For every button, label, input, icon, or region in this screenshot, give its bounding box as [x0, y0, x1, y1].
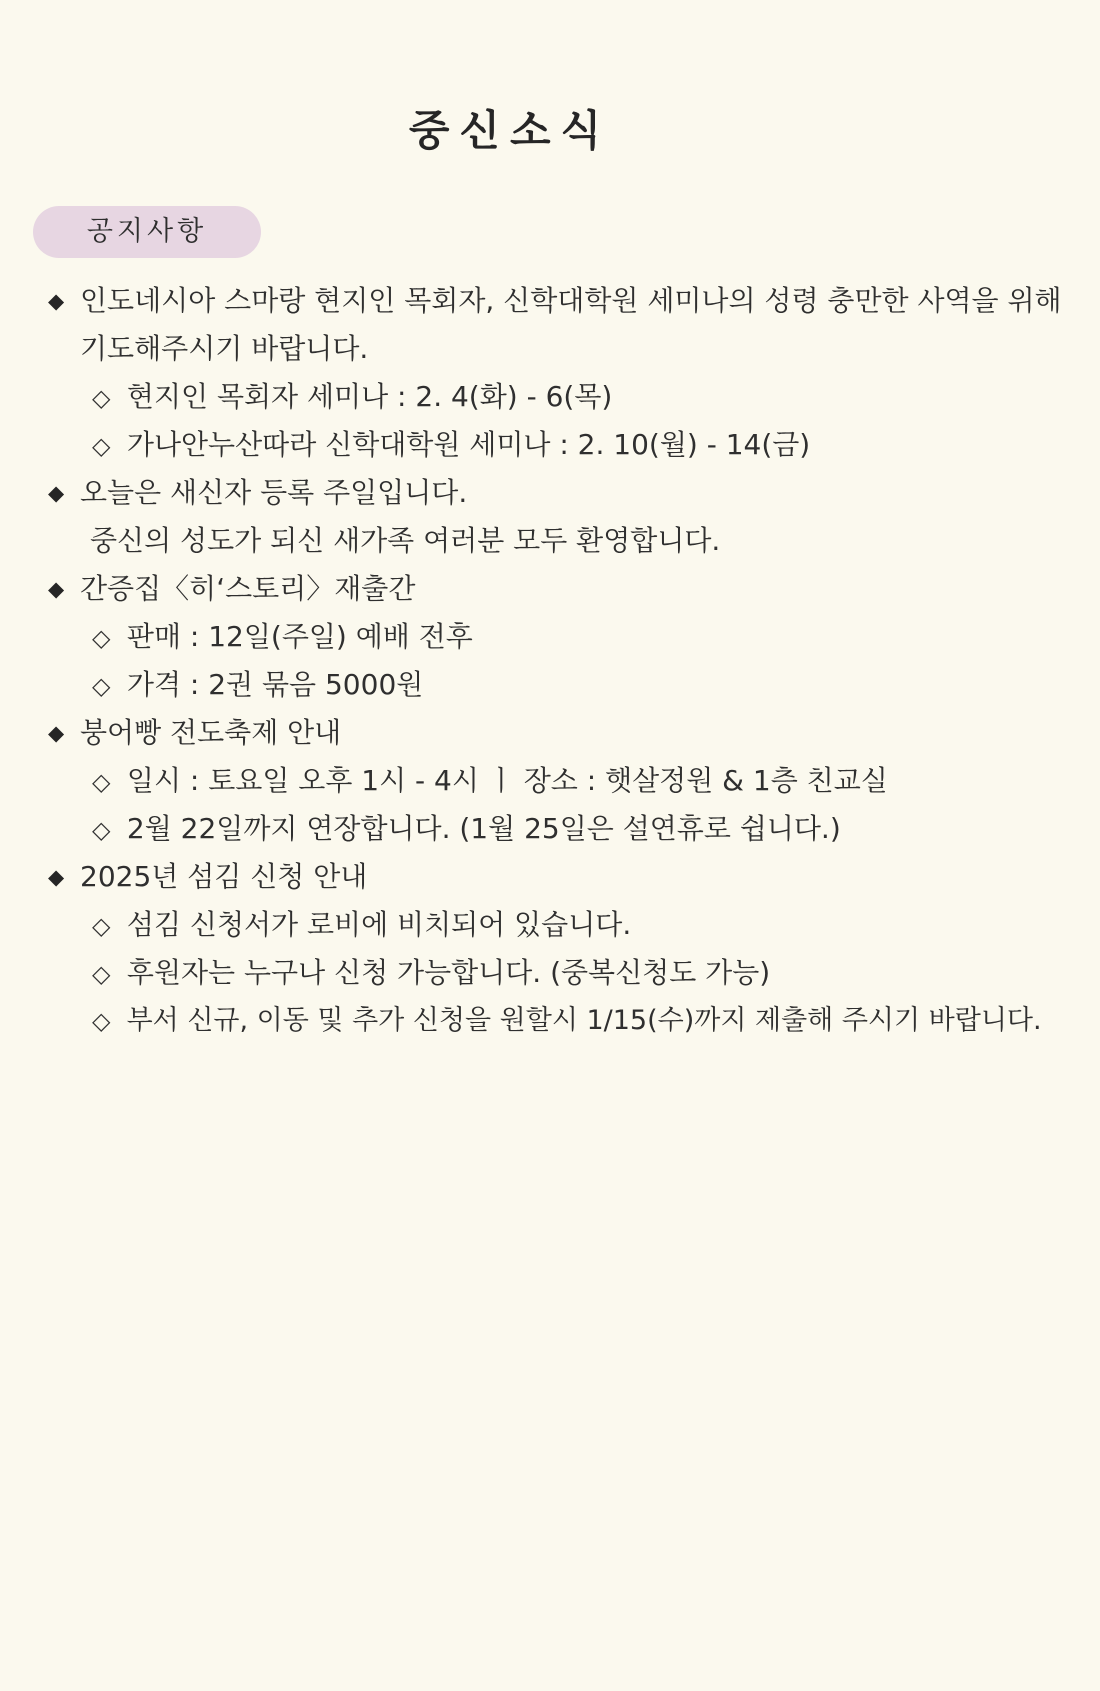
- notice-item: [48, 709, 1088, 853]
- subitem-text: 부서 신규, 이동 및 추가 신청을 원할시 1/15(수)까지 제출해 주시기 바랍니다.: [126, 1005, 1042, 1036]
- notice-text: 붕어빵 전도축제 안내: [80, 716, 342, 749]
- notice-text: 중신의 성도가 되신 새가족 여러분 모두 환영합니다.: [90, 524, 721, 557]
- notice-subitem: [48, 757, 1088, 805]
- filled-diamond-icon: ◆: [48, 721, 65, 745]
- notice-text: 인도네시아 스마랑 현지인 목회자, 신학대학원 세미나의 성령 충만한 사역을 위해: [80, 284, 1062, 317]
- notice-subitem: [48, 901, 1088, 949]
- hollow-diamond-icon: ◇: [92, 816, 111, 844]
- notice-item: [48, 565, 1088, 709]
- hollow-diamond-icon: ◇: [92, 624, 111, 652]
- subitem-text: 가격 : 2권 묶음 5000원: [126, 668, 424, 701]
- notice-list: [48, 277, 1088, 1045]
- notice-line: [48, 469, 1088, 517]
- notice-subitem: [48, 997, 1088, 1045]
- notice-subitem: [48, 373, 1088, 421]
- notice-item: [48, 277, 1088, 469]
- page-title: 중신소식: [408, 106, 612, 155]
- subitem-text: 후원자는 누구나 신청 가능합니다. (중복신청도 가능): [126, 956, 771, 989]
- notice-text: 2025년 섬김 신청 안내: [80, 860, 368, 893]
- filled-diamond-icon: ◆: [48, 481, 65, 505]
- subitem-text: 일시 : 토요일 오후 1시 - 4시 ㅣ 장소 : 햇살정원 & 1층 친교실: [126, 764, 888, 797]
- hollow-diamond-icon: ◇: [92, 1007, 111, 1035]
- hollow-diamond-icon: ◇: [92, 912, 111, 940]
- filled-diamond-icon: ◆: [48, 865, 65, 889]
- subitem-text: 현지인 목회자 세미나 : 2. 4(화) - 6(목): [126, 380, 613, 413]
- hollow-diamond-icon: ◇: [92, 768, 111, 796]
- section-badge-notices: 공지사항: [33, 206, 261, 258]
- notice-line: [48, 517, 1088, 565]
- notice-line: [48, 325, 1088, 373]
- notice-item: [48, 469, 1088, 565]
- notice-item: [48, 853, 1088, 1045]
- filled-diamond-icon: ◆: [48, 577, 65, 601]
- notice-text: 기도해주시기 바랍니다.: [80, 332, 369, 365]
- notice-line: [48, 853, 1088, 901]
- notice-subitem: [48, 949, 1088, 997]
- notice-line: [48, 277, 1088, 325]
- subitem-text: 판매 : 12일(주일) 예배 전후: [126, 620, 473, 653]
- subitem-text: 2월 22일까지 연장합니다. (1월 25일은 설연휴로 쉽니다.): [126, 812, 841, 845]
- subitem-text: 가나안누산따라 신학대학원 세미나 : 2. 10(월) - 14(금): [126, 428, 811, 461]
- notice-line: [48, 565, 1088, 613]
- notice-text: 간증집〈히‘스토리〉재출간: [80, 572, 416, 605]
- hollow-diamond-icon: ◇: [92, 432, 111, 460]
- notice-subitem: [48, 661, 1088, 709]
- subitem-text: 섬김 신청서가 로비에 비치되어 있습니다.: [126, 908, 632, 941]
- notice-line: [48, 709, 1088, 757]
- notice-subitem: [48, 613, 1088, 661]
- notice-subitem: [48, 421, 1088, 469]
- hollow-diamond-icon: ◇: [92, 960, 111, 988]
- notice-subitem: [48, 805, 1088, 853]
- hollow-diamond-icon: ◇: [92, 672, 111, 700]
- notice-text: 오늘은 새신자 등록 주일입니다.: [80, 476, 468, 509]
- hollow-diamond-icon: ◇: [92, 384, 111, 412]
- filled-diamond-icon: ◆: [48, 289, 65, 313]
